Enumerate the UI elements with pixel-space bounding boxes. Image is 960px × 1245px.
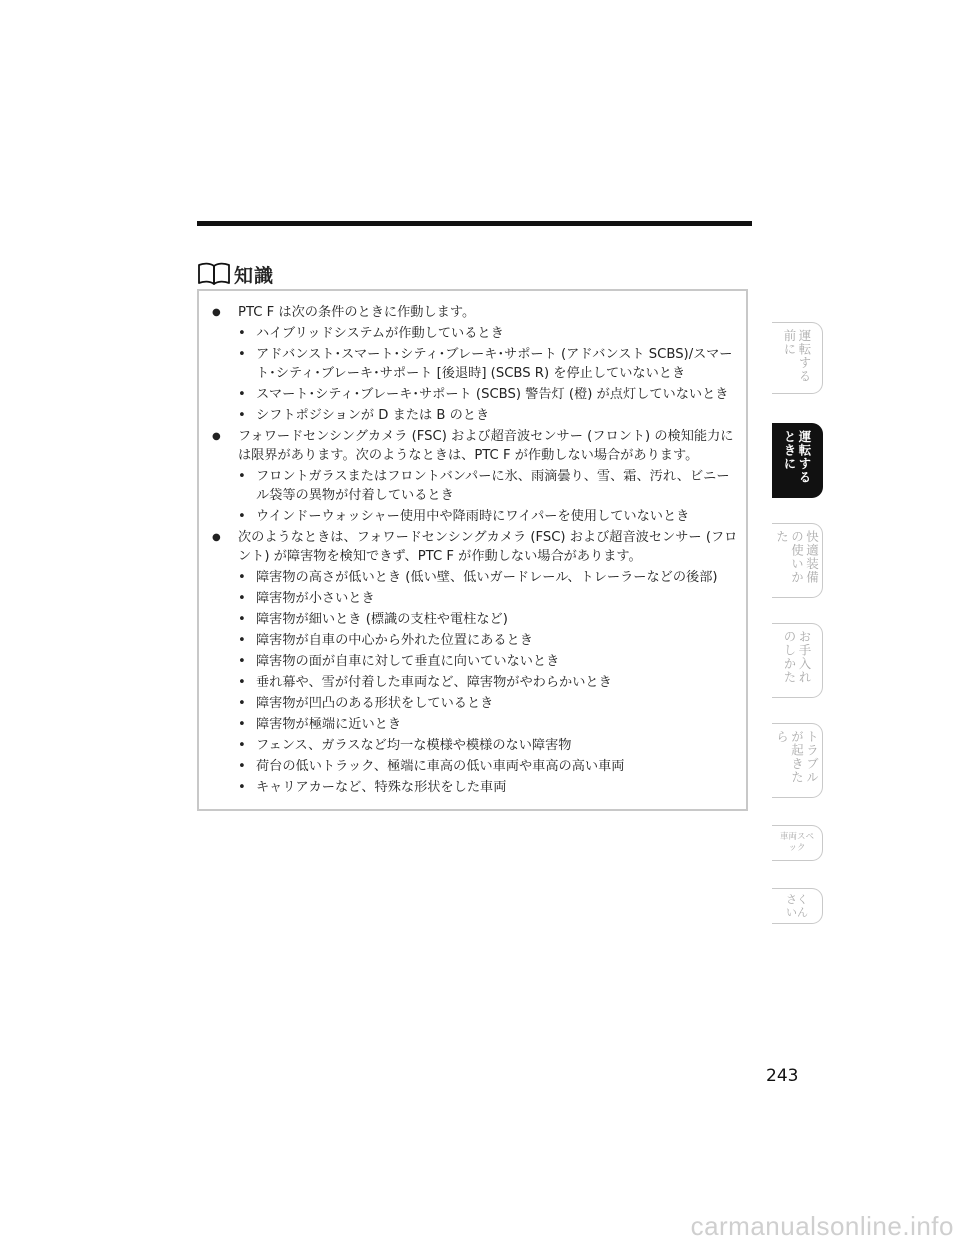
sub-list-item: • 障害物の高さが低いとき (低い壁、低いガードレール、トレーラーなどの後部) [211, 568, 738, 587]
tab-specifications[interactable] [772, 825, 823, 861]
sub-list-item: • フロントガラスまたはフロントバンパーに氷、雨滴曇り、雪、霜、汚れ、ビニール袋等の異物が付着しているとき [211, 467, 738, 505]
sub-list-item: • 障害物が小さいとき [211, 589, 738, 608]
sub-list-item: • アドバンスト･スマート･シティ･ブレーキ･サポート (アドバンスト SCBS)/スマート･シティ･ブレーキ･サポート [後退時] (SCBS R) を停止していないとき [211, 345, 738, 383]
tab-label: 運転する前に [782, 329, 812, 383]
sub-list-item: • スマート･シティ･ブレーキ･サポート (SCBS) 警告灯 (橙) が点灯していないとき [211, 385, 738, 404]
tab-label: お手入れのしかた [782, 630, 812, 684]
tab-label: 快適装備の使いかた [774, 530, 820, 584]
tab-before-driving[interactable] [772, 322, 823, 394]
sub-list-item: • フェンス、ガラスなど均一な模様や模様のない障害物 [211, 736, 738, 755]
footer-watermark: carmanualsonline.info [690, 1211, 954, 1241]
sub-list-item: • キャリアカーなど、特殊な形状をした車両 [211, 778, 738, 797]
tab-label: さくいん [786, 893, 808, 919]
section-heading [197, 260, 274, 288]
tab-label: 運転するときに [782, 430, 812, 484]
top-rule [197, 221, 752, 226]
knowledge-box [197, 289, 748, 811]
sub-list-item: • シフトポジションが D または B のとき [211, 406, 738, 425]
tab-maintenance[interactable] [772, 623, 823, 698]
tab-index[interactable] [772, 888, 823, 924]
sub-list-item: • 障害物の面が自車に対して垂直に向いていないとき [211, 652, 738, 671]
page-number: 243 [766, 1066, 799, 1086]
sub-list-item: • 障害物が凹凸のある形状をしているとき [211, 694, 738, 713]
list-item: ● PTC F は次の条件のときに作動します。 [211, 303, 738, 322]
book-icon [197, 262, 231, 286]
sub-list-item: • 荷台の低いトラック、極端に車高の低い車両や車高の高い車両 [211, 757, 738, 776]
tab-troubleshooting[interactable] [772, 723, 823, 798]
tab-label: トラブルが起きたら [774, 730, 820, 784]
sub-list-item: • 障害物が極端に近いとき [211, 715, 738, 734]
list-item: ● フォワードセンシングカメラ (FSC) および超音波センサー (フロント) の検知能力には限界があります。次のようなときは、PTC F が作動しない場合があります。 [211, 427, 738, 465]
sub-list-item: • 垂れ幕や、雪が付着した車両など、障害物がやわらかいとき [211, 673, 738, 692]
sub-list-item: • ハイブリッドシステムが作動しているとき [211, 324, 738, 343]
tab-while-driving[interactable] [772, 423, 823, 498]
sub-list-item: • ウインドーウォッシャー使用中や降雨時にワイパーを使用していないとき [211, 507, 738, 526]
sub-list-item: • 障害物が細いとき (標識の支柱や電柱など) [211, 610, 738, 629]
list-item: ● 次のようなときは、フォワードセンシングカメラ (FSC) および超音波センサー (フロント) が障害物を検知できず、PTC F が作動しない場合があります。 [211, 528, 738, 566]
tab-label: 車両スペック [780, 832, 815, 853]
tab-comfort-features[interactable] [772, 523, 823, 598]
section-title: 知識 [234, 264, 275, 287]
sub-list-item: • 障害物が自車の中心から外れた位置にあるとき [211, 631, 738, 650]
